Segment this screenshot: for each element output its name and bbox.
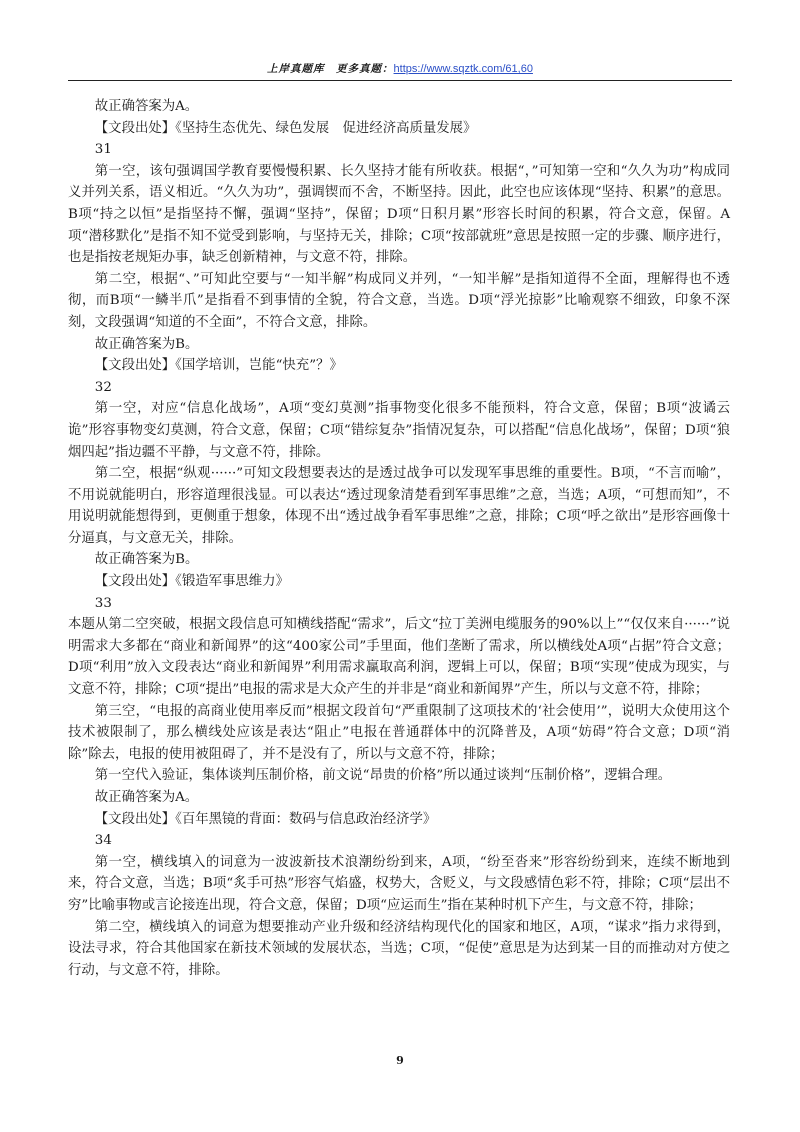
page-header (68, 60, 732, 81)
paragraph: 故正确答案为B。 (94, 336, 199, 352)
paragraph: 故正确答案为A。 (94, 99, 199, 114)
paragraph: 故正确答案为A。 (94, 790, 199, 805)
source-citation: 【文段出处】《锻造军事思维力》 (94, 574, 289, 590)
question-number: 33 (94, 595, 112, 611)
source-citation: 【文段出处】《百年黑镜的背面：数码与信息政治经济学》 (94, 811, 437, 827)
paragraph: 第二空，根据“、”可知此空要与“一知半解”构成同义并列，“一知半解”是指知道得不全面，理解得也不透彻，而B项“一鳞半爪”是指看不到事情的全貌，符合文意，当选。D项“浮光掠影”比喻观察不细致，印象不深刻，文段强调“知道的不全面”，不符合文意，排除。 (68, 271, 730, 330)
paragraph: 本题从第二空突破，根据文段信息可知横线搭配“需求”，后文“拉丁美洲电缆服务的90%以上”“仅仅来自······”说明需求大多都在“商业和新闻界”的这“400家公司”手里面，他们垄断了需求，所以横线处A项“占据”符合文意；D项“利用”放入文段表达“商业和新闻界”利用需求赢取高利润，逻辑上可以，保留；B项“实现”使成为现实，与文意不符，排除；C项“提出”电报的需求是大众产生的并非是“商业和新闻界”产生，所以与文意不符，排除； (68, 617, 730, 698)
question-number: 34 (94, 833, 112, 849)
source-citation: 【文段出处】《坚持生态优先、绿色发展 促进经济高质量发展》 (94, 120, 477, 136)
source-citation: 【文段出处】《国学培训，岂能“快充”？》 (94, 358, 343, 374)
paragraph: 故正确答案为B。 (94, 552, 199, 568)
paragraph: 第一空，横线填入的词意为一波波新技术浪潮纷纷到来，A项，“纷至沓来”形容纷纷到来，连续不断地到来，符合文意，当选；B项“炙手可热”形容气焰盛，权势大，含贬义，与文段感情色彩不符，排除；C项“层出不穷”比喻事物或言论接连出现，符合文意，保留；D项“应运而生”指在某种时机下产生，与文意不符，排除； (68, 854, 730, 913)
document-body (68, 96, 730, 981)
header-label: 上岸真题库 更多真题： (267, 63, 394, 75)
question-number: 32 (94, 379, 112, 395)
paragraph: 第三空，“电报的高商业使用率反而”根据文段首句“严重限制了这项技术的‘社会使用’”，说明大众使用这个技术被限制了，那么横线处应该是表达“阻止”电报在普通群体中的沉降普及，A项“妨碍”符合文意；D项“消除”除去，电报的使用被阻碍了，并不是没有了，所以与文意不符，排除； (68, 703, 730, 762)
paragraph: 第一空，该句强调国学教育要慢慢积累、长久坚持才能有所收获。根据“，”可知第一空和“久久为功”构成同义并列关系，语义相近。“久久为功”，强调锲而不舍，不断坚持。因此，此空也应该体现“坚持、积累”的意思。B项“持之以恒”是指坚持不懈，强调“坚持”，保留；D项“日积月累”形容长时间的积累，符合文意，保留。A项“潜移默化”是指不知不觉受到影响，与坚持无关，排除；C项“按部就班”意思是按照一定的步骤、顺序进行，也是指按老规矩办事，缺乏创新精神，与文意不符，排除。 (68, 163, 730, 266)
question-number: 31 (94, 142, 112, 158)
paragraph: 第二空，横线填入的词意为想要推动产业升级和经济结构现代化的国家和地区，A项，“谋求”指力求得到，设法寻求，符合其他国家在新技术领域的发展状态，当选；C项，“促使”意思是为达到某一目的而推动对方使之行动，与文意不符，排除。 (68, 919, 730, 978)
paragraph: 第一空代入验证，集体谈判压制价格，前文说“昂贵的价格”所以通过谈判“压制价格”，逻辑合理。 (94, 768, 672, 784)
header-link[interactable]: https://www.sqztk.com/61,60 (393, 63, 533, 75)
paragraph: 第二空，根据“纵观······”可知文段想要表达的是透过战争可以发现军事思维的重要性。B项，“不言而喻”，不用说就能明白，形容道理很浅显。可以表达“透过现象清楚看到军事思维”之意，当选；A项，“可想而知”，不用说明就能想得到，更侧重于想象，体现不出“透过战争看军事思维”之意，排除；C项“呼之欲出”是形容画像十分逼真，与文意无关，排除。 (68, 466, 730, 546)
paragraph: 第一空，对应“信息化战场”，A项“变幻莫测”指事物变化很多不能预料，符合文意，保留；B项“波谲云诡”形容事物变幻莫测，符合文意，保留；C项“错综复杂”指情况复杂，可以搭配“信息化战场”，保留；D项“狼烟四起”指边疆不平静，与文意不符，排除。 (68, 401, 730, 460)
page-number: 9 (396, 1054, 404, 1067)
